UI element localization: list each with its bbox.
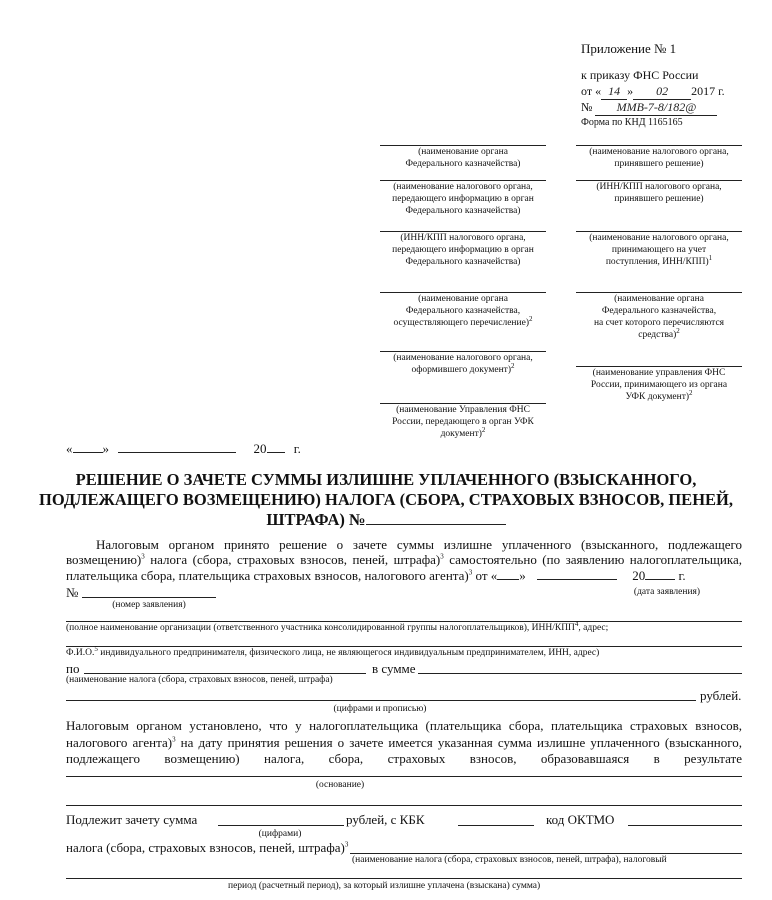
title-line-2: ПОДЛЕЖАЩЕГО ВОЗМЕЩЕНИЮ) НАЛОГА (СБОРА, СТРАХОВЫХ ВЗНОСОВ, ПЕНЕЙ,	[38, 490, 733, 509]
kbk-field[interactable]	[458, 825, 534, 826]
order-month: 02	[633, 84, 691, 100]
order-number-value: ММВ-7-8/182@	[595, 100, 717, 116]
organization-caption: (полное наименование организации (ответственного участника консолидированной группы налогоплательщиков), ИНН/КПП$^4$, адрес;	[66, 619, 609, 633]
basis-field-2[interactable]	[66, 805, 742, 806]
rubles-label: рублей.	[700, 688, 742, 703]
order-label: к приказу ФНС России	[581, 68, 699, 82]
decision-day-field[interactable]	[73, 452, 103, 453]
p2-line-2: налогового агента)$^3$ на дату принятия решения о зачете имеется указанная сумма излишне уплаченного (взысканного,	[66, 735, 742, 750]
p1-line-2: возмещению)$^3$ налога (сбора, страховых взносов, пеней, штрафа)$^3$ самостоятельно (по заявлению налогоплательщика,	[66, 552, 742, 567]
period-caption: период (расчетный период), за который излишне уплачена (взыскана) сумма)	[228, 881, 541, 891]
offset-sum-label: Подлежит зачету сумма	[66, 812, 198, 827]
basis-caption: (основание)	[315, 780, 365, 790]
decision-date: « » 20 г.	[66, 441, 301, 456]
addr-left-caption-1: (наименование органа Федерального казначейства)	[405, 147, 521, 169]
addr-right-caption-2: (ИНН/КПП налогового органа, принявшего решение)	[596, 182, 722, 204]
application-date-caption: (дата заявления)	[633, 587, 701, 597]
p1-line-3: плательщика сбора, плательщика страховых взносов, налогового агента)$^3$ от « » 20 г.	[66, 568, 686, 583]
appendix-label: Приложение № 1	[581, 41, 677, 56]
application-day-field[interactable]	[497, 579, 519, 580]
tax-name-caption: (наименование налога (сбора, страховых взносов, пеней, штрафа)	[66, 675, 333, 685]
title-line-3: ШТРАФА) №	[30, 510, 742, 530]
addr-left-caption-2: (наименование налогового органа, передающего информацию в орган Федерального казначейства)	[392, 182, 534, 216]
basis-field[interactable]	[66, 776, 742, 777]
addr-left-caption-5: (наименование налогового органа, оформившего документ)$^2$	[393, 353, 533, 375]
decision-month-field[interactable]	[118, 452, 236, 453]
tax-period-field[interactable]	[350, 853, 742, 854]
p2-line-1: Налоговым органом установлено, что у налогоплательщика (плательщика сбора, плательщика страховых взносов,	[66, 718, 742, 733]
tax-label: налога (сбора, страховых взносов, пеней, штрафа)$^3$	[66, 840, 349, 855]
organization-field[interactable]	[66, 621, 742, 622]
offset-sum-field[interactable]	[218, 825, 344, 826]
order-day: 14	[601, 84, 627, 100]
tax-name-field[interactable]	[84, 673, 366, 674]
document-title	[30, 470, 742, 530]
offset-sum-caption: (цифрами)	[258, 829, 302, 839]
addr-right-caption-1: (наименование налогового органа, принявшего решение)	[589, 147, 729, 169]
addr-right-caption-3: (наименование налогового органа, принимающего на учет поступления, ИНН/КПП)$^1$	[589, 233, 729, 267]
application-number-field[interactable]	[82, 597, 216, 598]
addr-left-caption-6: (наименование Управления ФНС России, передающего в орган УФК документ)$^2$	[392, 405, 534, 439]
addr-right-caption-4: (наименование органа Федерального казначейства, на счет которого перечисляются средства)$^2$	[593, 294, 725, 340]
sum-words-field[interactable]	[66, 700, 696, 701]
title-line-1: РЕШЕНИЕ О ЗАЧЕТЕ СУММЫ ИЗЛИШНЕ УПЛАЧЕННОГО (ВЗЫСКАННОГО,	[75, 470, 697, 489]
tax-period-field-2[interactable]	[66, 878, 742, 879]
application-month-field[interactable]	[537, 579, 617, 580]
fio-caption: Ф.И.О.$^5$ индивидуального предпринимателя, физического лица, не являющегося индивидуальным предпринимателем, ИНН, адрес)	[66, 644, 600, 658]
application-no-label: №	[66, 585, 79, 600]
application-year-field[interactable]	[645, 579, 675, 580]
oktmo-label: код ОКТМО	[546, 812, 615, 827]
p2-line-3: подлежащего возмещению) налога, сбора, страховых взносов, образовавшаяся в результате	[66, 751, 742, 766]
form-code: Форма по КНД 1165165	[581, 117, 683, 128]
p1-line-1: Налоговым органом принято решение о зачете суммы излишне уплаченного (взысканного, подлежащего	[96, 537, 742, 552]
tax-name-period-caption: (наименование налога (сбора, страховых взносов, пеней, штрафа), налоговый	[352, 855, 667, 865]
addr-left-caption-4: (наименование органа Федерального казначейства, осуществляющего перечисление)$^2$	[393, 294, 533, 328]
order-date: от « 14 » 02 2017 г.	[581, 84, 725, 98]
application-number-caption: (номер заявления)	[112, 600, 186, 610]
decision-year-field[interactable]	[267, 452, 285, 453]
organization-field-2[interactable]	[66, 646, 742, 647]
addr-right-caption-5: (наименование управления ФНС России, принимающего из органа УФК документ)$^2$	[590, 368, 728, 402]
in-sum-label: в сумме	[372, 661, 416, 676]
addr-left-caption-3: (ИНН/КПП налогового органа, передающего информацию в орган Федерального казначейства)	[392, 233, 534, 267]
oktmo-field[interactable]	[628, 825, 742, 826]
sum-words-caption: (цифрами и прописью)	[333, 704, 427, 714]
po-label: по	[66, 661, 80, 676]
order-number: № ММВ-7-8/182@	[581, 100, 717, 116]
decision-number-field[interactable]	[366, 524, 506, 525]
sum-field[interactable]	[418, 673, 742, 674]
rub-kbk-label: рублей, с КБК	[346, 812, 425, 827]
